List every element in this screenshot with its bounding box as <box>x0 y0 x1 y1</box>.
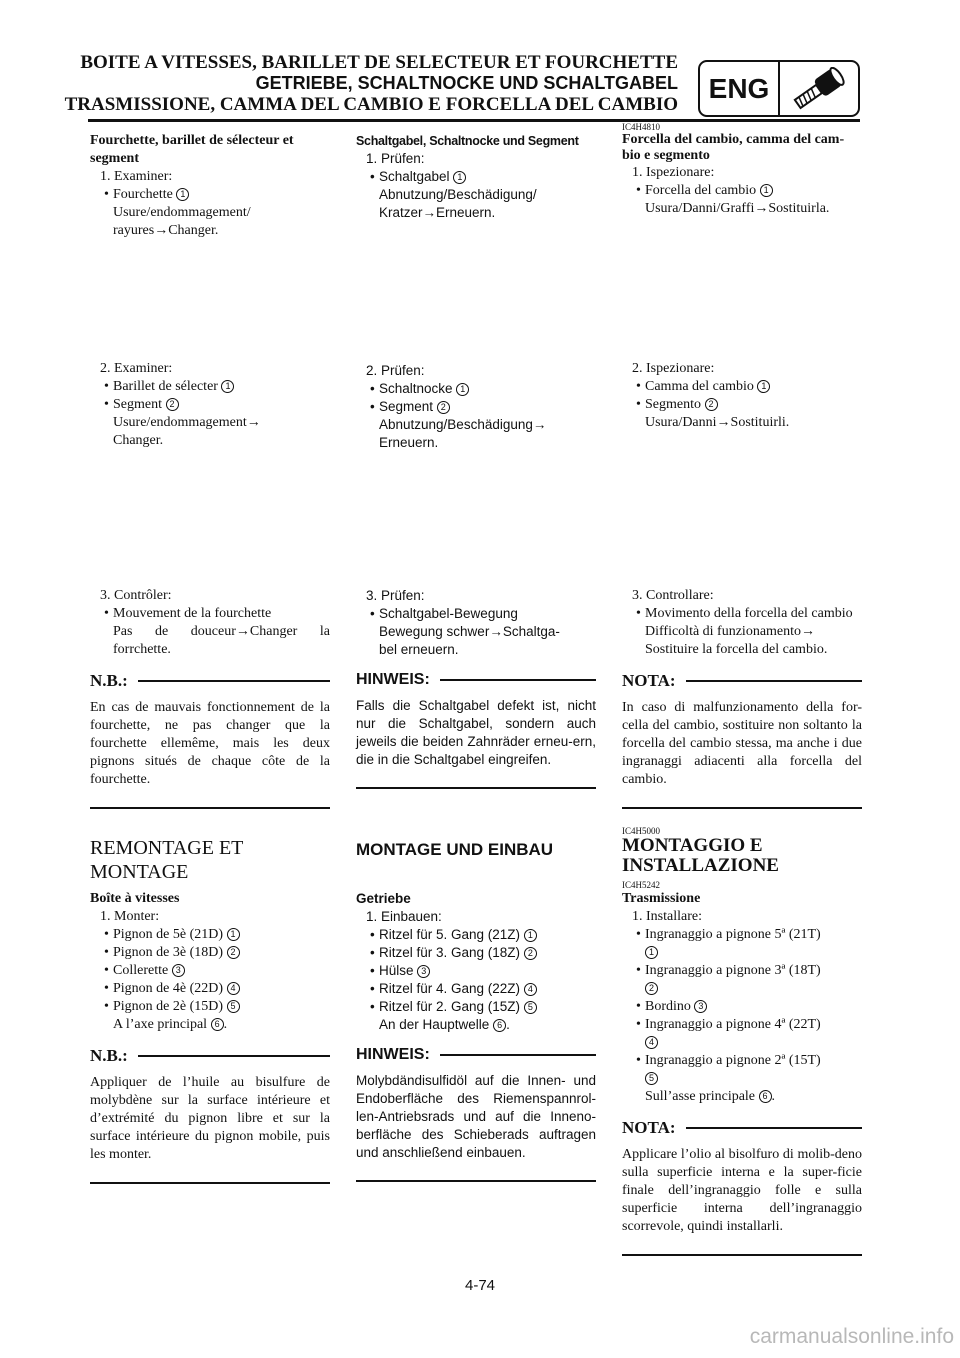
callout-number: 2 <box>227 946 240 959</box>
callout-number: 1 <box>176 188 189 201</box>
reference-code: IC4H5000 <box>622 826 660 836</box>
bullet-item: • Schaltnocke 1 <box>356 380 596 398</box>
step: 1. Prüfen: <box>366 151 425 166</box>
callout-number: 1 <box>760 184 773 197</box>
note-end-rule <box>356 787 596 789</box>
bullet-item: • Collerette 3 <box>90 962 330 980</box>
step: 1. Examiner: <box>100 169 173 184</box>
callout-number: 2 <box>166 398 179 411</box>
bullet-item: • Pignon de 4è (22D) 4 <box>90 980 330 998</box>
bullet-item: • Pignon de 2è (15D) 5 <box>90 998 330 1016</box>
note-text: In caso di malfunzionamento della for-cella del cambio, sostituire non soltanto la forcella del cambio stessa, ma anche i due ingranaggi adiacenti alla forcella del cambio. <box>622 700 862 787</box>
section-title: MONTAGGIO E <box>622 835 763 856</box>
callout-number: 1 <box>221 380 234 393</box>
section-title: MONTAGE <box>90 861 189 883</box>
note-text: Falls die Schaltgabel defekt ist, nicht nur die Schaltgabel, sondern auch jeweils die beiden Zahnräder erneu-ern, die in die Schaltgabel eingreifen. <box>356 698 596 767</box>
detail-text: Bewegung schwer→Schaltga- <box>379 624 560 639</box>
callout-number: 5 <box>645 1072 658 1085</box>
note-heading: HINWEIS: <box>356 1046 596 1064</box>
detail-text: rayures→Changer. <box>113 223 219 238</box>
step: 3. Contrôler: <box>100 588 172 603</box>
note-end-rule <box>90 807 330 809</box>
bullet-item: • Segment 2 <box>90 396 330 414</box>
header-title-fr: BOITE A VITESSES, BARILLET DE SELECTEUR ET FOURCHETTE <box>80 52 678 73</box>
callout-number: 1 <box>757 380 770 393</box>
bullet-item: • Camma del cambio 1 <box>622 378 862 396</box>
bullet-item: • Bordino 3 <box>622 998 862 1016</box>
bullet-item: • Pignon de 3è (18D) 2 <box>90 944 330 962</box>
note-end-rule <box>622 807 862 809</box>
detail-text: Kratzer→Erneuern. <box>379 205 496 220</box>
note-end-rule <box>356 1180 596 1182</box>
detail-text: Usure/endommagement/ <box>113 205 251 220</box>
detail-text: Pas de douceur→Changer la forrchette. <box>113 624 330 657</box>
detail-text: Usura/Danni→Sostituirli. <box>645 415 790 430</box>
callout-number: 2 <box>705 398 718 411</box>
bullet-item: • Ingranaggio a pignone 4ª (22T) 4 <box>622 1016 862 1052</box>
bullet-item: • Mouvement de la fourchette <box>90 605 330 623</box>
watermark: carmanualsonline.info <box>749 1325 954 1348</box>
subsection-title: Getriebe <box>356 891 411 906</box>
detail-text: Abnutzung/Beschädigung/ <box>379 187 537 202</box>
step: 2. Prüfen: <box>366 363 425 378</box>
bullet-item: • Segment 2 <box>356 398 596 416</box>
note-heading: HINWEIS: <box>356 671 596 689</box>
badge-label: ENG <box>700 62 780 115</box>
section-badge <box>698 60 860 117</box>
note-end-rule <box>622 1254 862 1256</box>
bullet-item: • Hülse 3 <box>356 962 596 980</box>
detail-text: An der Hauptwelle 6 . <box>379 1017 510 1032</box>
step: 1. Monter: <box>100 909 160 924</box>
step: 2. Ispezionare: <box>632 361 715 376</box>
header-title-de: GETRIEBE, SCHALTNOCKE UND SCHALTGABEL <box>255 73 678 93</box>
detail-text: Usure/endommagement→ <box>113 415 261 430</box>
note-text: Appliquer de l’huile au bisulfure de molybdène sur la surface intérieure et d’extrémité du pignon libre et sur la surface intérieure du pignon mobile, puis les monter. <box>90 1075 330 1162</box>
note-text: Molybdändisulfidöl auf die Innen- und Endoberfläche des Riemenspannrol-len-Antriebsrads und auf die Inneno-berfläche des Schieberads auftragen und anschließend einbauen. <box>356 1073 596 1160</box>
callout-number: 3 <box>694 1000 707 1013</box>
callout-number: 2 <box>437 401 450 414</box>
bullet-item: • Segmento 2 <box>622 396 862 414</box>
callout-number: 1 <box>456 383 469 396</box>
bullet-item: • Ingranaggio a pignone 3ª (18T) 2 <box>622 962 862 998</box>
callout-number: 6 <box>493 1019 506 1032</box>
section-subtitle: Schaltgabel, Schaltnocke und Segment <box>356 134 579 148</box>
section-title: INSTALLAZIONE <box>622 855 779 876</box>
callout-number: 6 <box>759 1090 772 1103</box>
note-heading: N.B.: <box>90 671 330 691</box>
header-title-it: TRASMISSIONE, CAMMA DEL CAMBIO E FORCELLA DEL CAMBIO <box>64 94 678 115</box>
bullet-item: • Ritzel für 3. Gang (18Z) 2 <box>356 944 596 962</box>
callout-number: 5 <box>524 1001 537 1014</box>
step: 3. Controllare: <box>632 588 714 603</box>
note-heading: NOTA: <box>622 1118 862 1138</box>
bullet-item: • Barillet de sélecter 1 <box>90 378 330 396</box>
bullet-item: • Ingranaggio a pignone 2ª (15T) 5 <box>622 1052 862 1088</box>
step: 1. Einbauen: <box>366 909 442 924</box>
subsection-title: Trasmissione <box>622 891 701 906</box>
reference-code: IC4H4810 <box>622 122 660 132</box>
callout-number: 4 <box>645 1036 658 1049</box>
section-subtitle: Forcella del cambio, camma del cam-bio e segmento <box>622 132 845 163</box>
bullet-item: • Ritzel für 2. Gang (15Z) 5 <box>356 998 596 1016</box>
note-heading: N.B.: <box>90 1046 330 1066</box>
callout-number: 5 <box>227 1000 240 1013</box>
callout-number: 3 <box>172 964 185 977</box>
page-number: 4-74 <box>464 1277 496 1294</box>
bullet-item: • Schaltgabel 1 <box>356 168 596 186</box>
bullet-item: • Movimento della forcella del cambio <box>622 605 862 623</box>
step: 3. Prüfen: <box>366 588 425 603</box>
detail-text: Changer. <box>113 433 164 448</box>
subsection-title: Boîte à vitesses <box>90 891 180 906</box>
note-text: En cas de mauvais fonctionnement de la fourchette, ne pas changer que la fourchette ellemême, mais les deux pignons situés de chaque côte de la fourchette. <box>90 700 330 787</box>
detail-text: Erneuern. <box>379 435 439 450</box>
bullet-item: • Forcella del cambio 1 <box>622 182 862 200</box>
detail-text: Usura/Danni/Graffi→Sostituirla. <box>645 201 830 216</box>
detail-text: Abnutzung/Beschädigung→ <box>379 417 547 432</box>
section-title: MONTAGE UND EINBAU <box>356 840 554 859</box>
bullet-item: • Ingranaggio a pignone 5ª (21T) 1 <box>622 926 862 962</box>
callout-number: 1 <box>227 928 240 941</box>
callout-number: 2 <box>524 947 537 960</box>
bullet-item: • Schaltgabel-Bewegung <box>356 605 596 623</box>
callout-number: 4 <box>524 983 537 996</box>
detail-text: Sostituire la forcella del cambio. <box>645 642 828 657</box>
callout-number: 1 <box>645 946 658 959</box>
callout-number: 4 <box>227 982 240 995</box>
detail-text: bel erneuern. <box>379 642 459 657</box>
note-end-rule <box>90 1182 330 1184</box>
callout-number: 6 <box>211 1018 224 1031</box>
bullet-item: • Ritzel für 4. Gang (22Z) 4 <box>356 980 596 998</box>
bullet-item: • Pignon de 5è (21D) 1 <box>90 926 330 944</box>
bullet-item: • Fourchette 1 <box>90 186 330 204</box>
reference-code: IC4H5242 <box>622 880 660 890</box>
callout-number: 3 <box>417 965 430 978</box>
step: 1. Ispezionare: <box>632 165 715 180</box>
step: 2. Examiner: <box>100 361 173 376</box>
page-header <box>65 52 678 115</box>
callout-number: 1 <box>524 929 537 942</box>
step: 1. Installare: <box>632 909 702 924</box>
section-title: REMONTAGE ET <box>90 837 244 859</box>
callout-number: 1 <box>453 171 466 184</box>
section-subtitle: Fourchette, barillet de sélecteur et segment <box>90 133 294 166</box>
callout-number: 2 <box>645 982 658 995</box>
detail-text: Sull’asse principale 6 . <box>645 1089 776 1104</box>
detail-text: Difficoltà di funzionamento→ <box>645 624 816 639</box>
bullet-item: • Ritzel für 5. Gang (21Z) 1 <box>356 926 596 944</box>
detail-text: A l’axe principal 6 . <box>113 1017 228 1032</box>
note-heading: NOTA: <box>622 671 862 691</box>
note-text: Applicare l’olio al bisolfuro di molib-deno sulla superficie interna e la super-ficie finale dell’ingranaggio folle e sulla superficie interna dell’ingranaggio scorrevole, quindi installarli. <box>622 1147 862 1234</box>
engine-bolt-icon <box>780 62 858 115</box>
